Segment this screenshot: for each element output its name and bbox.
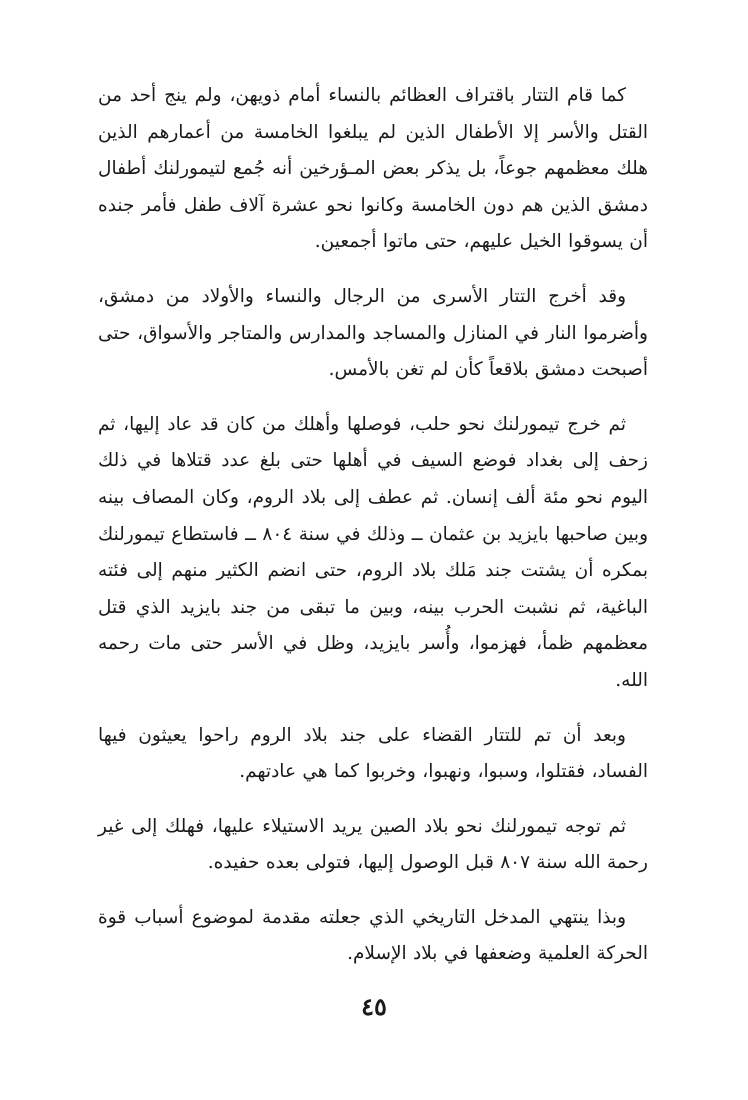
paragraph: ثم خرج تيمورلنك نحو حلب، فوصلها وأهلك من كان قد عاد إليها، ثم زحف إلى بغداد فوضع السيف في أهلها حتى بلغ عدد قتلاها في ذلك اليوم نحو مئة ألف إنسان. ثم عطف إلى بلاد الروم، وكان المصاف بينه وبين صاحبها بايزيد بن عثمان ــ وذلك في سنة ٨٠٤ ــ فاستطاع تيمورلنك بمكره أن يشتت جند مَلك بلاد الروم، حتى انضم الكثير منهم إلى فئته الباغية، ثم نشبت الحرب بينه، وبين ما تبقى من جند بايزيد الذي قتل معظمهم ظمأ، فهزموا، وأُسر بايزيد، وظل في الأسر حتى مات رحمه الله. <box>98 413 649 691</box>
paragraph: وقد أخرج التتار الأسرى من الرجال والنساء والأولاد من دمشق، وأضرموا النار في المنازل والمساجد والمدارس والمتاجر والأسواق، حتى أصبحت دمشق بلاقعاً كأن لم تغن بالأمس. <box>98 285 648 381</box>
paragraph: وبعد أن تم للتتار القضاء على جند بلاد الروم راحوا يعيثون فيها الفساد، فقتلوا، وسبوا، ونهبوا، وخربوا كما هي عادتهم. <box>98 724 648 783</box>
body-text <box>98 78 648 991</box>
paragraph: ثم توجه تيمورلنك نحو بلاد الصين يريد الاستيلاء عليها، فهلك إلى غير رحمة الله سنة ٨٠٧ قبل الوصول إليها، فتولى بعده حفيده. <box>98 815 648 874</box>
page-number: ٤٥ <box>361 992 387 1021</box>
paragraph: كما قام التتار باقتراف العظائم بالنساء أمام ذويهن، ولم ينج أحد من القتل والأسر إلا الأطفال الذين لم يبلغوا الخامسة من أعمارهم الذين هلك معظمهم جوعاً، بل يذكر بعض المـؤرخين أنه جُمع لتيمورلنك أطفال دمشق الذين هم دون الخامسة وكانوا نحو عشرة آلاف طفل فأمر جنده أن يسوقوا الخيل عليهم، حتى ماتوا أجمعين. <box>98 85 648 253</box>
paragraph: وبذا ينتهي المدخل التاريخي الذي جعلته مقدمة لموضوع أسباب قوة الحركة العلمية وضعفها في بلاد الإسلام. <box>98 906 648 965</box>
